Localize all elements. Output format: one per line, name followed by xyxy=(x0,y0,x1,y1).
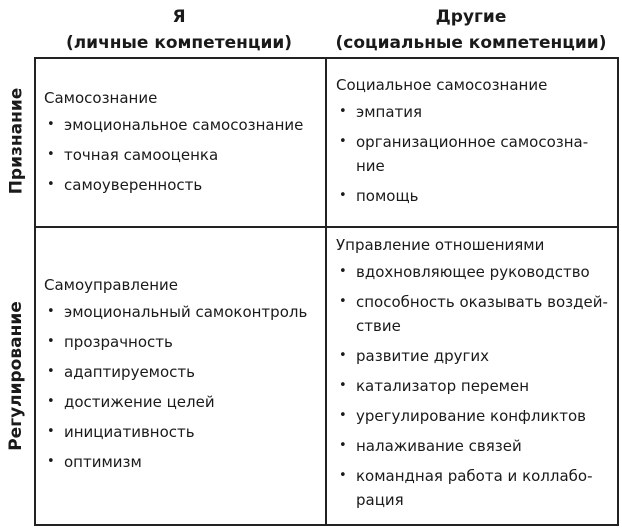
list-item xyxy=(44,173,324,197)
list-item-text: прозрачность xyxy=(64,333,173,351)
column-header-self xyxy=(34,4,324,56)
bullet-icon: • xyxy=(339,468,347,483)
list-item xyxy=(336,130,612,178)
competence-list xyxy=(44,113,324,197)
list-item-text: налаживание связей xyxy=(356,437,522,455)
cell-title: Самоуправление xyxy=(44,276,178,294)
bullet-icon: • xyxy=(339,378,347,393)
bullet-icon: • xyxy=(339,104,347,119)
list-item xyxy=(44,143,324,167)
list-item-text: урегулирование конфликтов xyxy=(356,407,587,425)
list-item xyxy=(44,420,324,444)
list-item xyxy=(44,390,324,414)
cell-self-regulation xyxy=(44,276,324,480)
column-title-self: Я xyxy=(172,7,186,27)
cell-self-recognition xyxy=(44,89,324,203)
list-item xyxy=(336,184,612,208)
list-item-text: эмоциональный самоконтроль xyxy=(64,303,308,321)
list-item-text: командная работа и коллабо- рация xyxy=(356,467,593,509)
column-title-others: Другие xyxy=(435,7,507,27)
bullet-icon: • xyxy=(47,334,55,349)
list-item-text: достижение целей xyxy=(64,393,215,411)
competence-list xyxy=(336,100,612,208)
column-subtitle-others: (социальные компетенции) xyxy=(335,33,607,53)
list-item xyxy=(336,434,612,458)
bullet-icon: • xyxy=(47,364,55,379)
cell-social-regulation xyxy=(336,236,612,518)
row-label-recognition: Признание xyxy=(6,87,26,195)
grid-divider-vertical xyxy=(325,59,327,524)
list-item-text: способность оказывать воздей- ствие xyxy=(356,293,608,335)
bullet-icon: • xyxy=(339,188,347,203)
bullet-icon: • xyxy=(339,348,347,363)
list-item xyxy=(336,260,612,284)
row-header-regulation xyxy=(0,227,32,524)
bullet-icon: • xyxy=(47,117,55,132)
column-subtitle-self: (личные компетенции) xyxy=(65,33,293,53)
list-item xyxy=(44,300,324,324)
list-item-text: помощь xyxy=(356,187,419,205)
list-item-text: эмпатия xyxy=(356,103,423,121)
list-item xyxy=(336,100,612,124)
row-label-regulation: Регулирование xyxy=(6,300,26,451)
cell-social-recognition xyxy=(336,76,612,214)
bullet-icon: • xyxy=(339,134,347,149)
list-item-text: развитие других xyxy=(356,347,490,365)
list-item-text: точная самооценка xyxy=(64,146,219,164)
bullet-icon: • xyxy=(47,147,55,162)
bullet-icon: • xyxy=(47,304,55,319)
list-item xyxy=(336,374,612,398)
cell-title: Самосознание xyxy=(44,89,158,107)
list-item-text: организационное самосозна- ние xyxy=(356,133,589,175)
list-item xyxy=(336,344,612,368)
cell-title: Управление отношениями xyxy=(336,236,545,254)
bullet-icon: • xyxy=(47,454,55,469)
bullet-icon: • xyxy=(339,294,347,309)
list-item xyxy=(336,404,612,428)
row-header-recognition xyxy=(0,57,32,225)
list-item-text: самоуверенность xyxy=(64,176,203,194)
cell-title: Социальное самосознание xyxy=(336,76,548,94)
bullet-icon: • xyxy=(339,438,347,453)
list-item xyxy=(44,330,324,354)
list-item xyxy=(44,450,324,474)
list-item-text: вдохновляющее руководство xyxy=(356,263,590,281)
competence-list xyxy=(336,260,612,512)
list-item xyxy=(336,464,612,512)
bullet-icon: • xyxy=(47,177,55,192)
list-item xyxy=(44,113,324,137)
list-item-text: адаптируемость xyxy=(64,363,195,381)
grid-divider-horizontal xyxy=(36,226,617,228)
bullet-icon: • xyxy=(339,408,347,423)
bullet-icon: • xyxy=(47,394,55,409)
column-header-others xyxy=(326,4,616,56)
list-item-text: оптимизм xyxy=(64,453,142,471)
bullet-icon: • xyxy=(47,424,55,439)
competence-list xyxy=(44,300,324,474)
list-item-text: катализатор перемен xyxy=(356,377,530,395)
bullet-icon: • xyxy=(339,264,347,279)
list-item xyxy=(44,360,324,384)
list-item xyxy=(336,290,612,338)
list-item-text: инициативность xyxy=(64,423,195,441)
list-item-text: эмоциональное самосознание xyxy=(64,116,304,134)
